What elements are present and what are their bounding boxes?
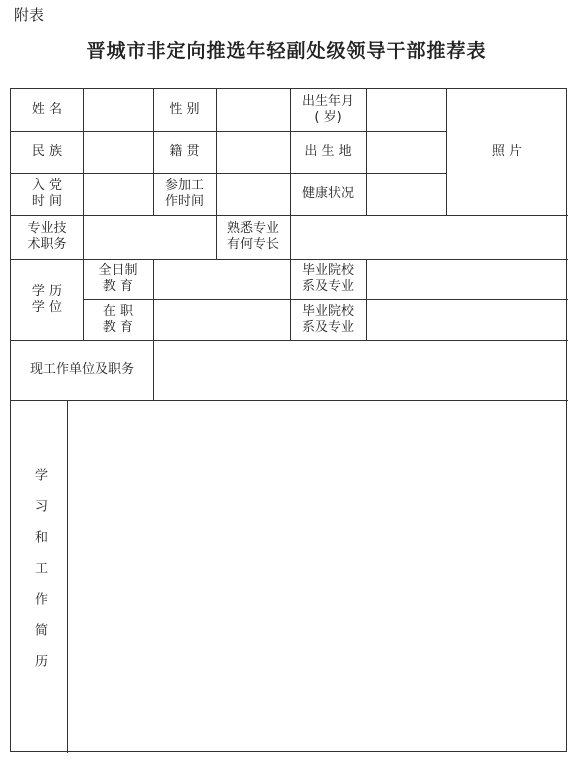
ethnicity-field[interactable] bbox=[84, 131, 153, 173]
education-label-line1: 学 历 bbox=[31, 283, 63, 299]
name-field[interactable] bbox=[84, 89, 153, 131]
tech-title-label-line2: 术职务 bbox=[27, 237, 67, 252]
parttime-school-field[interactable] bbox=[367, 299, 568, 340]
expertise-label bbox=[216, 215, 290, 259]
fulltime-school-field[interactable] bbox=[367, 259, 568, 299]
tech-title-label bbox=[11, 215, 83, 259]
name-label: 姓 名 bbox=[31, 102, 63, 117]
party-label-line2: 时 间 bbox=[31, 194, 63, 209]
grad-school-label bbox=[290, 259, 366, 299]
parttime-label bbox=[83, 299, 153, 340]
work-start-label-line1: 参加工 bbox=[164, 178, 204, 193]
grad-school2-label-line2: 系及专业 bbox=[301, 319, 354, 335]
fulltime-label bbox=[83, 259, 153, 299]
health-field[interactable] bbox=[367, 173, 446, 215]
ethnicity-label: 民 族 bbox=[31, 144, 63, 159]
form-title: 晋城市非定向推选年轻副处级领导干部推荐表 bbox=[86, 40, 487, 62]
grad-school2-label bbox=[290, 299, 366, 340]
work-start-label-line2: 作时间 bbox=[164, 194, 204, 209]
grad-school-label-line2: 系及专业 bbox=[301, 279, 354, 294]
current-position-label: 现工作单位及职务 bbox=[29, 362, 134, 377]
party-date-field[interactable] bbox=[84, 173, 153, 215]
recommendation-form bbox=[10, 88, 567, 752]
education-label-line2: 学 位 bbox=[31, 299, 63, 315]
resume-label: 学习和工作简历 bbox=[32, 468, 47, 685]
native-place-field[interactable] bbox=[217, 131, 290, 173]
expertise-label-line1: 熟悉专业 bbox=[226, 221, 279, 236]
education-label bbox=[11, 259, 83, 340]
gender-label: 性 别 bbox=[169, 102, 200, 117]
fulltime-degree-field[interactable] bbox=[154, 259, 290, 299]
expertise-label-line2: 有何专长 bbox=[226, 237, 279, 252]
tech-title-label-line1: 专业技 bbox=[27, 221, 67, 236]
birth-label-line1: 出生年月 bbox=[301, 94, 354, 109]
birth-field[interactable] bbox=[367, 89, 446, 131]
appendix-label: 附表 bbox=[14, 6, 45, 24]
birth-label bbox=[290, 89, 366, 131]
native-place-label: 籍 贯 bbox=[169, 144, 200, 159]
parttime-label-line2: 教 育 bbox=[102, 319, 134, 335]
fulltime-label-line1: 全日制 bbox=[98, 263, 138, 278]
party-label-line1: 入 党 bbox=[31, 178, 63, 193]
photo-box[interactable]: 照 片 bbox=[491, 144, 523, 159]
birthplace-label: 出 生 地 bbox=[304, 144, 352, 159]
resume-field[interactable] bbox=[68, 400, 568, 753]
parttime-label-line1: 在 职 bbox=[102, 303, 134, 319]
expertise-field[interactable] bbox=[291, 215, 568, 259]
fulltime-label-line2: 教 育 bbox=[102, 279, 134, 294]
birth-label-line2: ( 岁) bbox=[314, 110, 342, 125]
tech-title-field[interactable] bbox=[84, 215, 216, 259]
birthplace-field[interactable] bbox=[367, 131, 446, 173]
work-start-field[interactable] bbox=[217, 173, 290, 215]
gender-field[interactable] bbox=[217, 89, 290, 131]
party-label bbox=[11, 173, 83, 215]
grad-school-label-line1: 毕业院校 bbox=[301, 263, 354, 278]
grad-school2-label-line1: 毕业院校 bbox=[301, 303, 354, 319]
health-label: 健康状况 bbox=[301, 186, 354, 201]
work-start-label bbox=[153, 173, 216, 215]
current-position-field[interactable] bbox=[154, 340, 568, 400]
parttime-degree-field[interactable] bbox=[154, 299, 290, 340]
